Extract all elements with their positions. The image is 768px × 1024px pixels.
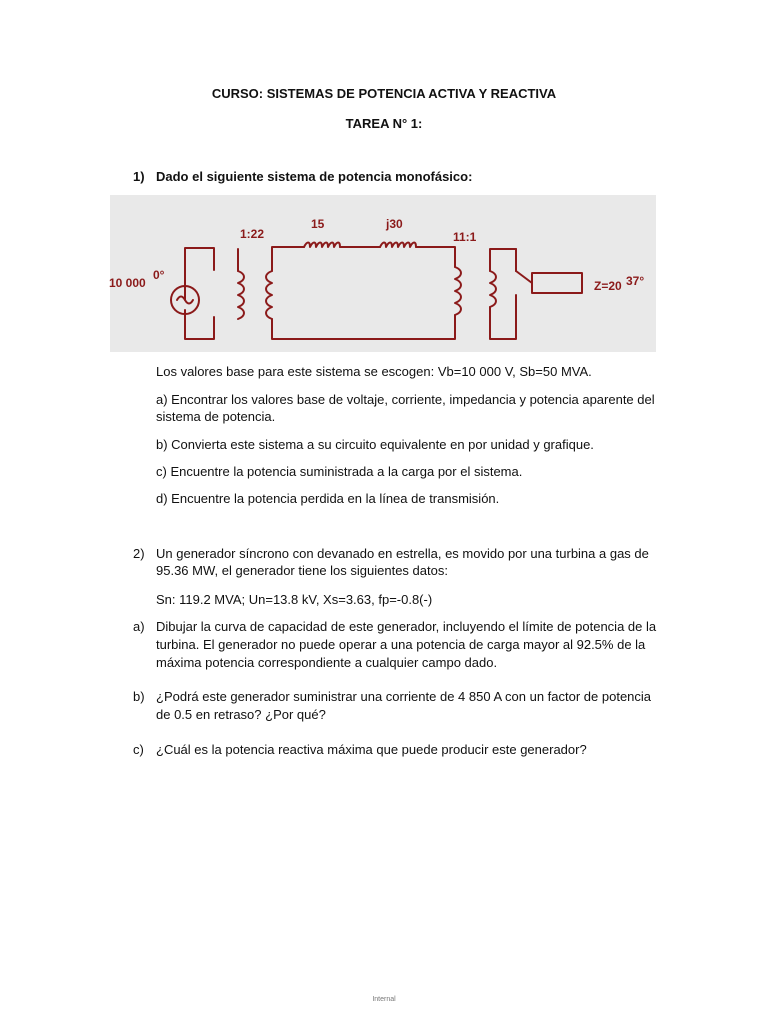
t2-ratio-label: 11:1 <box>453 230 477 244</box>
q2-number: 2) <box>133 546 145 561</box>
circuit-svg <box>110 195 656 352</box>
q1-prompt: Dado el siguiente sistema de potencia monofásico: <box>156 169 473 184</box>
q2-line1: Un generador síncrono con devanado en estrella, es movido por una turbina a gas de <box>156 546 649 561</box>
line-x-label: j30 <box>386 217 403 231</box>
t2-secondary-coil <box>490 271 496 307</box>
source-angle-label: 0° <box>153 268 165 282</box>
load-wire <box>490 295 516 339</box>
line-reactance <box>380 243 416 248</box>
q1-a-line1: a) Encontrar los valores base de voltaje, corriente, impedancia y potencia aparente del <box>156 392 655 407</box>
q1-d: d) Encuentre la potencia perdida en la línea de transmisión. <box>156 491 500 506</box>
q2-line2: 95.36 MW, el generador tiene los siguientes datos: <box>156 563 448 578</box>
load-impedance <box>532 273 582 293</box>
q2-a-line3: máxima potencia correspondiente a cualquier campo dado. <box>156 655 498 670</box>
q1-b: b) Convierta este sistema a su circuito equivalente en por unidad y grafique. <box>156 437 594 452</box>
line-resistance <box>304 243 340 248</box>
load-angle-label: 37° <box>626 274 645 288</box>
line-bottom-wire <box>272 315 455 339</box>
task-title: TAREA N° 1: <box>345 116 423 131</box>
q2-a-line2: turbina. El generador no puede operar a una potencia de carga mayor al 92.5% de la <box>156 637 646 652</box>
footer-label: Internal <box>372 996 396 1003</box>
q2-a-line1: Dibujar la curva de capacidad de este generador, incluyendo el límite de potencia de la <box>156 619 657 634</box>
q1-base-values: Los valores base para este sistema se escogen: Vb=10 000 V, Sb=50 MVA. <box>156 364 592 379</box>
q2-b-label: b) <box>133 689 145 704</box>
t1-ratio-label: 1:22 <box>240 227 265 241</box>
q1-number: 1) <box>133 169 145 184</box>
q1-c: c) Encuentre la potencia suministrada a la carga por el sistema. <box>156 464 523 479</box>
source-value-label: 10 000 <box>109 276 146 290</box>
q2-b-line1: ¿Podrá este generador suministrar una corriente de 4 850 A con un factor de potencia <box>156 689 652 704</box>
line-top-wire <box>272 247 304 271</box>
circuit-diagram <box>110 195 656 352</box>
q2-c-line1: ¿Cuál es la potencia reactiva máxima que puede producir este generador? <box>156 742 587 757</box>
load-label: Z=20 <box>594 279 622 293</box>
t1-secondary-coil <box>266 271 272 319</box>
q2-a-label: a) <box>133 619 145 634</box>
q2-c-label: c) <box>133 742 144 757</box>
q2-data: Sn: 119.2 MVA; Un=13.8 kV, Xs=3.63, fp=-0.8(-) <box>156 592 433 607</box>
source-wire <box>185 248 214 300</box>
q1-a-line2: sistema de potencia. <box>156 409 276 424</box>
line-r-label: 15 <box>311 217 325 231</box>
t1-primary-coil <box>238 271 244 319</box>
q2-b-line2: de 0.5 en retraso? ¿Por qué? <box>156 707 326 722</box>
course-title: CURSO: SISTEMAS DE POTENCIA ACTIVA Y REACTIVA <box>211 86 557 101</box>
t2-primary-coil <box>455 267 461 315</box>
